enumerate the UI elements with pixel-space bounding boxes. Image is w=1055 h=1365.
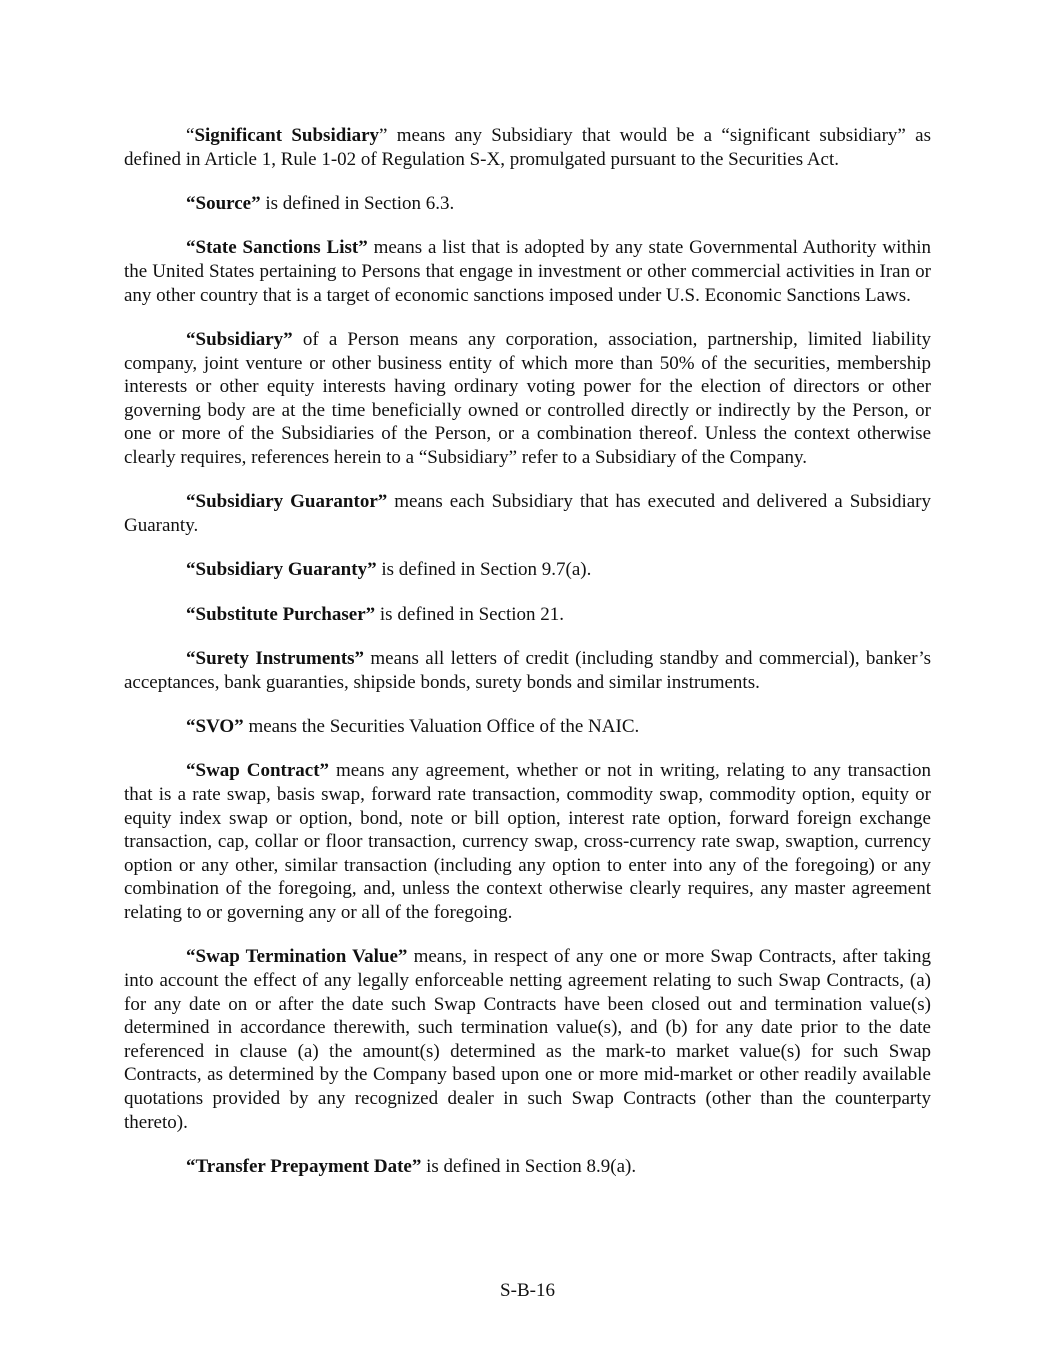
definition-swap-contract — [124, 759, 931, 924]
defined-term: “State Sanctions List” — [186, 237, 368, 259]
defined-term: “Substitute Purchaser” — [186, 603, 376, 625]
defined-term: “Surety Instruments” — [186, 648, 365, 670]
definition-source — [124, 192, 931, 216]
definition-subsidiary-guarantor — [124, 490, 931, 537]
definition-state-sanctions-list — [124, 236, 931, 307]
definition-text: is defined in Section 9.7(a). — [376, 559, 592, 581]
definition-text: is defined in Section 8.9(a). — [421, 1155, 637, 1177]
definition-text: means any Subsidiary that would be a “significant subsidiary” as defined in Article 1, Rule 1-02 of Regulation S-X, promulgated pursuant to the Securities Act. — [124, 125, 931, 170]
definition-text: means the Securities Valuation Office of the NAIC. — [243, 716, 640, 738]
defined-term: Significant Subsidiary — [194, 125, 380, 146]
defined-term: “Subsidiary Guarantor” — [186, 491, 388, 513]
defined-term: “Subsidiary Guaranty” — [186, 559, 377, 581]
definition-subsidiary — [124, 328, 931, 470]
definition-surety-instruments — [124, 647, 931, 694]
definition-substitute-purchaser — [124, 603, 931, 627]
defined-term: “Subsidiary” — [186, 328, 293, 350]
definition-text: means all letters of credit (including standby and commercial), banker’s acceptances, bank guaranties, shipside bonds, surety bonds and similar instruments. — [124, 648, 931, 693]
page-number: S-B-16 — [500, 1280, 555, 1301]
definition-transfer-prepayment-date — [124, 1155, 931, 1179]
close-quote: ” — [379, 125, 388, 146]
definition-significant-subsidiary — [124, 124, 931, 171]
definition-text: is defined in Section 21. — [375, 603, 565, 625]
open-quote: “ — [186, 125, 195, 146]
definition-text: means a list that is adopted by any state Governmental Authority within the United States pertaining to Persons that engage in investment or other commercial activities in Iran or any other country that is a target of economic sanctions imposed under U.S. Economic Sanctions Laws. — [124, 237, 931, 306]
definition-text: means, in respect of any one or more Swap Contracts, after taking into account the effect of any legally enforceable netting agreement relating to such Swap Contracts, (a) for any date on or after the date such Swap Contracts have been closed out and termination value(s) determined in accordance therewith, such termination value(s), and (b) for any date prior to the date referenced in clause (a) the amount(s) determined as the mark-to market value(s) for such Swap Contracts, as determined by the Company based upon one or more mid-market or other readily available quotations provided by any recognized dealer in such Swap Contracts (other than the counterparty thereto). — [124, 946, 931, 1133]
definition-svo — [124, 715, 931, 739]
defined-term: “Transfer Prepayment Date” — [186, 1155, 422, 1177]
defined-term: “Swap Contract” — [186, 760, 330, 782]
definition-text: means each Subsidiary that has executed and delivered a Subsidiary Guaranty. — [124, 491, 931, 536]
definition-text: of a Person means any corporation, association, partnership, limited liability company, joint venture or other business entity of which more than 50% of the securities, membership interests or other equity interests having ordinary voting power for the election of directors or other governing body are at the time beneficially owned or controlled directly or indirectly by the Person, or one or more of the Subsidiaries of the Person, or a combination thereof. Unless the context otherwise clearly requires, references herein to a “Subsidiary” refer to a Subsidiary of the Company. — [124, 328, 931, 468]
definition-swap-termination-value — [124, 945, 931, 1134]
defined-term: “Swap Termination Value” — [186, 946, 408, 968]
definition-text: is defined in Section 6.3. — [260, 192, 455, 214]
definition-subsidiary-guaranty — [124, 558, 931, 582]
defined-term: “Source” — [186, 192, 261, 214]
defined-term: “SVO” — [186, 716, 244, 738]
definition-text: means any agreement, whether or not in writing, relating to any transaction that is a rate swap, basis swap, forward rate transaction, commodity swap, commodity option, equity or equity index swap or option, bond, note or bill option, interest rate option, forward foreign exchange transaction, cap, collar or floor transaction, currency swap, cross-currency rate swap, swaption, currency option or any other, similar transaction (including any option to enter into any of the foregoing) or any combination of the foregoing, and, unless the context otherwise clearly requires, any master agreement relating to or governing any or all of the foregoing. — [124, 760, 931, 924]
document-page — [124, 124, 931, 1199]
